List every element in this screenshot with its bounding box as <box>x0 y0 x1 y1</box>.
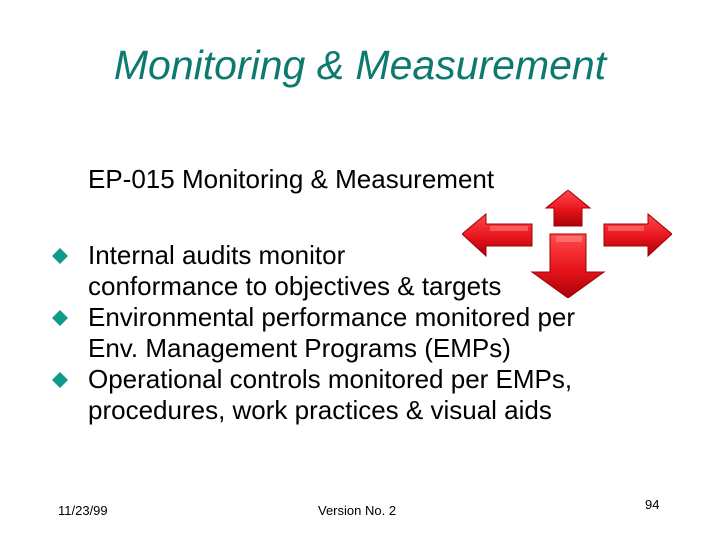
bullet-text-line: Env. Management Programs (EMPs) <box>88 333 511 363</box>
page-number: 94 <box>645 497 660 512</box>
bullet-item <box>52 302 692 364</box>
bullet-item <box>52 364 692 426</box>
bullet-item <box>52 240 692 302</box>
footer-version: Version No. 2 <box>318 503 397 518</box>
bullet-text-line: conformance to objectives & targets <box>88 271 502 301</box>
diamond-bullet-icon <box>52 248 68 264</box>
slide-title: Monitoring & Measurement <box>113 42 607 88</box>
bullet-text-line: Internal audits monitor <box>88 240 346 270</box>
diamond-bullet-icon <box>52 310 68 326</box>
bullet-text-line: Operational controls monitored per EMPs, <box>88 364 573 394</box>
bullet-text-line: Environmental performance monitored per <box>88 302 576 332</box>
bullet-text-line: procedures, work practices & visual aids <box>88 395 552 425</box>
diamond-bullet-icon <box>52 372 68 388</box>
footer-date: 11/23/99 <box>58 503 108 518</box>
bullet-list <box>52 240 692 426</box>
slide-subtitle: EP-015 Monitoring & Measurement <box>88 164 495 194</box>
